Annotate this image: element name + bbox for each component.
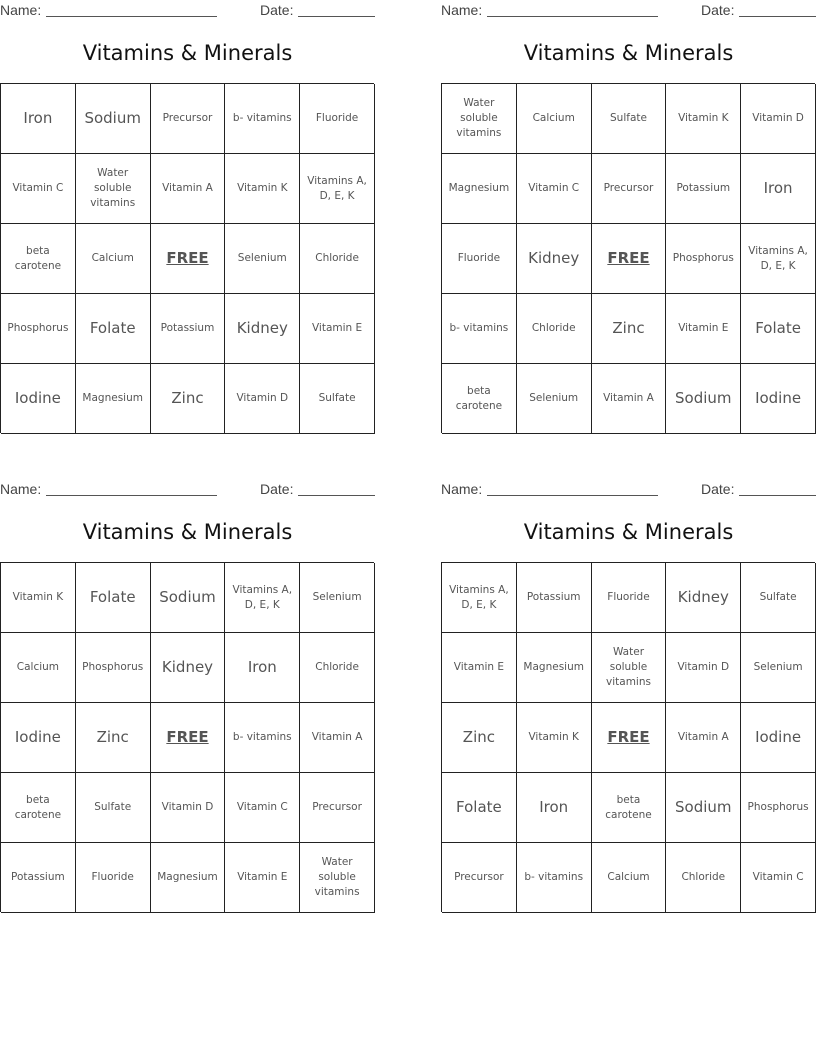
free-space-cell: FREE	[592, 703, 667, 773]
bingo-cell: Water soluble vitamins	[442, 84, 517, 154]
bingo-cell: Vitamin E	[300, 294, 375, 364]
date-blank-line	[739, 495, 816, 496]
name-label: Name:	[441, 2, 483, 18]
date-blank-line	[298, 495, 375, 496]
bingo-cell: Vitamin C	[741, 843, 816, 913]
name-blank-line	[46, 16, 217, 17]
bingo-cell: Chloride	[666, 843, 741, 913]
bingo-cell: Vitamins A, D, E, K	[300, 154, 375, 224]
bingo-cell: Zinc	[442, 703, 517, 773]
card-title: Vitamins & Minerals	[523, 41, 734, 65]
bingo-cell: Fluoride	[442, 224, 517, 294]
bingo-cell: Zinc	[592, 294, 667, 364]
bingo-cell: Chloride	[300, 224, 375, 294]
bingo-cell: Phosphorus	[1, 294, 76, 364]
bingo-cell: Iron	[517, 773, 592, 843]
bingo-cell: Kidney	[225, 294, 300, 364]
bingo-cell: Precursor	[592, 154, 667, 224]
name-blank-line	[487, 495, 658, 496]
card-header	[0, 479, 375, 499]
bingo-cell: Chloride	[300, 633, 375, 703]
bingo-cell: Vitamin A	[592, 364, 667, 434]
bingo-cell: b- vitamins	[517, 843, 592, 913]
bingo-cell: Vitamin K	[666, 84, 741, 154]
bingo-cell: Fluoride	[76, 843, 151, 913]
card-title: Vitamins & Minerals	[523, 520, 734, 544]
bingo-cell: Magnesium	[517, 633, 592, 703]
bingo-cell: Iodine	[1, 703, 76, 773]
card-header	[0, 0, 375, 20]
name-label: Name:	[0, 2, 42, 18]
bingo-cell: Selenium	[225, 224, 300, 294]
bingo-cell: beta carotene	[1, 224, 76, 294]
bingo-cell: Iodine	[741, 703, 816, 773]
bingo-cell: b- vitamins	[225, 84, 300, 154]
bingo-grid	[441, 562, 815, 912]
bingo-cell: Selenium	[300, 563, 375, 633]
bingo-cell: Selenium	[741, 633, 816, 703]
bingo-cell: Sodium	[151, 563, 226, 633]
bingo-cell: Water soluble vitamins	[300, 843, 375, 913]
bingo-cell: Vitamin C	[225, 773, 300, 843]
bingo-cell: Calcium	[592, 843, 667, 913]
bingo-grid	[441, 83, 815, 433]
bingo-cell: Sodium	[666, 364, 741, 434]
bingo-cell: Iodine	[741, 364, 816, 434]
free-space-cell: FREE	[592, 224, 667, 294]
bingo-cell: Zinc	[76, 703, 151, 773]
bingo-cell: Folate	[741, 294, 816, 364]
bingo-cell: Iron	[225, 633, 300, 703]
bingo-cell: Water soluble vitamins	[592, 633, 667, 703]
bingo-cell: Sulfate	[300, 364, 375, 434]
bingo-cell: Potassium	[1, 843, 76, 913]
bingo-cell: Calcium	[1, 633, 76, 703]
bingo-cell: Vitamin E	[442, 633, 517, 703]
bingo-card-2	[441, 0, 816, 434]
bingo-cell: Potassium	[517, 563, 592, 633]
bingo-cell: Zinc	[151, 364, 226, 434]
bingo-cell: Vitamin C	[1, 154, 76, 224]
bingo-cell: Phosphorus	[741, 773, 816, 843]
bingo-cell: Precursor	[442, 843, 517, 913]
bingo-cell: Magnesium	[442, 154, 517, 224]
name-blank-line	[46, 495, 217, 496]
bingo-cell: Iron	[1, 84, 76, 154]
bingo-cell: Phosphorus	[76, 633, 151, 703]
bingo-cell: Folate	[76, 563, 151, 633]
free-space-cell: FREE	[151, 703, 226, 773]
bingo-cell: Vitamin D	[225, 364, 300, 434]
bingo-cell: Vitamins A, D, E, K	[442, 563, 517, 633]
bingo-cell: Kidney	[666, 563, 741, 633]
bingo-card-1	[0, 0, 375, 434]
free-space-cell: FREE	[151, 224, 226, 294]
date-label: Date:	[260, 481, 294, 497]
bingo-cell: Calcium	[517, 84, 592, 154]
bingo-cell: Sodium	[666, 773, 741, 843]
card-header	[441, 0, 816, 20]
bingo-cell: Vitamin E	[225, 843, 300, 913]
bingo-cell: Vitamin D	[151, 773, 226, 843]
bingo-cell: Vitamin D	[741, 84, 816, 154]
name-blank-line	[487, 16, 658, 17]
date-label: Date:	[260, 2, 294, 18]
bingo-cell: Water soluble vitamins	[76, 154, 151, 224]
bingo-cell: beta carotene	[592, 773, 667, 843]
bingo-cell: Vitamin A	[151, 154, 226, 224]
bingo-cell: Phosphorus	[666, 224, 741, 294]
bingo-cell: Vitamin D	[666, 633, 741, 703]
bingo-card-3	[0, 479, 375, 913]
date-label: Date:	[701, 481, 735, 497]
date-blank-line	[298, 16, 375, 17]
name-label: Name:	[0, 481, 42, 497]
bingo-cell: Sodium	[76, 84, 151, 154]
bingo-cell: Iodine	[1, 364, 76, 434]
bingo-cell: beta carotene	[1, 773, 76, 843]
bingo-cell: Potassium	[666, 154, 741, 224]
bingo-cell: Vitamins A, D, E, K	[225, 563, 300, 633]
card-title: Vitamins & Minerals	[82, 520, 293, 544]
bingo-cell: Precursor	[300, 773, 375, 843]
card-title: Vitamins & Minerals	[82, 41, 293, 65]
bingo-cell: Sulfate	[741, 563, 816, 633]
bingo-cell: Folate	[442, 773, 517, 843]
bingo-cell: Vitamin E	[666, 294, 741, 364]
bingo-cell: Folate	[76, 294, 151, 364]
date-blank-line	[739, 16, 816, 17]
bingo-cell: Vitamin K	[225, 154, 300, 224]
bingo-cell: Vitamin K	[517, 703, 592, 773]
date-label: Date:	[701, 2, 735, 18]
bingo-cell: Magnesium	[151, 843, 226, 913]
bingo-grid	[0, 562, 374, 912]
bingo-cell: Vitamin A	[666, 703, 741, 773]
bingo-cell: b- vitamins	[225, 703, 300, 773]
bingo-cell: Chloride	[517, 294, 592, 364]
name-label: Name:	[441, 481, 483, 497]
bingo-cell: Vitamin A	[300, 703, 375, 773]
bingo-cell: Potassium	[151, 294, 226, 364]
bingo-cell: Magnesium	[76, 364, 151, 434]
bingo-cell: Calcium	[76, 224, 151, 294]
bingo-cell: beta carotene	[442, 364, 517, 434]
bingo-cell: Iron	[741, 154, 816, 224]
bingo-cell: Kidney	[517, 224, 592, 294]
bingo-cell: Vitamin K	[1, 563, 76, 633]
bingo-cell: Sulfate	[76, 773, 151, 843]
card-header	[441, 479, 816, 499]
bingo-card-4	[441, 479, 816, 913]
bingo-cell: Vitamins A, D, E, K	[741, 224, 816, 294]
bingo-cell: b- vitamins	[442, 294, 517, 364]
bingo-cell: Fluoride	[300, 84, 375, 154]
bingo-cell: Selenium	[517, 364, 592, 434]
bingo-cell: Precursor	[151, 84, 226, 154]
bingo-cell: Vitamin C	[517, 154, 592, 224]
bingo-cell: Fluoride	[592, 563, 667, 633]
bingo-grid	[0, 83, 374, 433]
bingo-cell: Sulfate	[592, 84, 667, 154]
bingo-cell: Kidney	[151, 633, 226, 703]
